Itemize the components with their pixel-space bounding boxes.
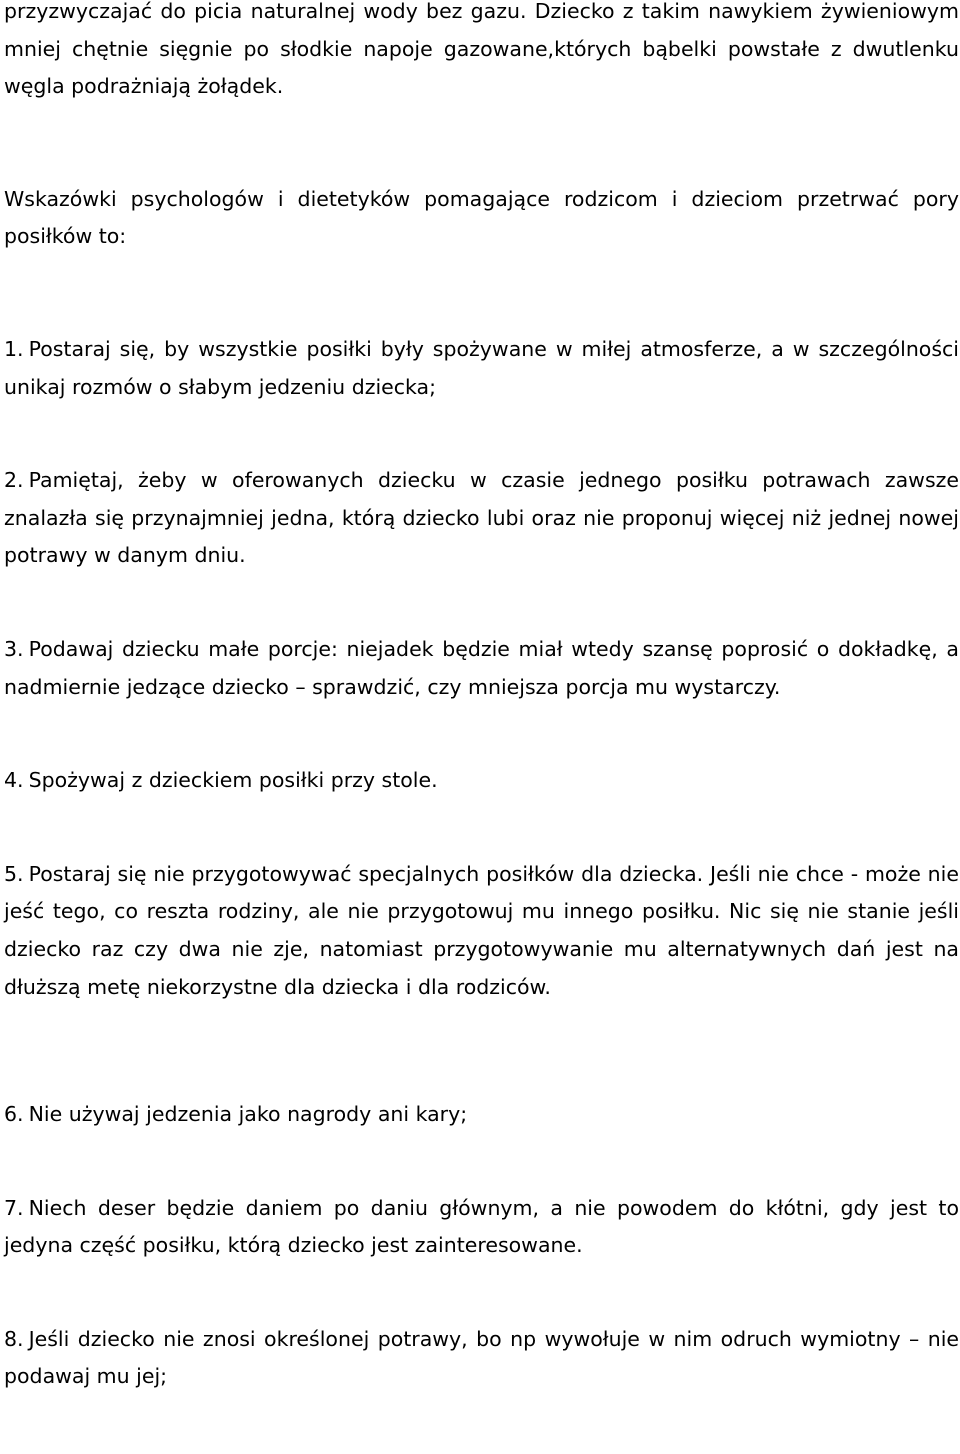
tip-text: Postaraj się, by wszystkie posiłki były spożywane w miłej atmosferze, a w szczególności unikaj rozmów o słabym jedzeniu dziecka;	[4, 336, 959, 399]
tip-number: 5.	[4, 861, 24, 886]
tip-text: Postaraj się nie przygotowywać specjalnych posiłków dla dziecka. Jeśli nie chce - może nie jeść tego, co reszta rodziny, ale nie przygotowuj mu innego posiłku. Nic się nie stanie jeśli dziecko raz czy dwa nie zje, natomiast przygotowywanie mu alternatywnych dań jest na dłuższą metę niekorzystne dla dziecka i dla rodziców.	[4, 861, 959, 999]
tip-number: 4.	[4, 768, 24, 793]
intro-paragraph: przyzwyczajać do picia naturalnej wody bez gazu. Dziecko z takim nawykiem żywieniowym mniej chętnie sięgnie po słodkie napoje gazowane,których bąbelki powstałe z dwutlenku węgla podrażniają żołądek.	[4, 0, 959, 99]
tip-item-7	[4, 1190, 959, 1265]
tip-text: Jeśli dziecko nie znosi określonej potrawy, bo np wywołuje w nim odruch wymiotny – nie podawaj mu jej;	[4, 1326, 959, 1389]
tip-item-8	[4, 1321, 959, 1396]
tip-text: Nie używaj jedzenia jako nagrody ani kary;	[28, 1102, 468, 1127]
tip-number: 2.	[4, 468, 24, 493]
tip-item-1	[4, 331, 959, 406]
tip-item-2	[4, 462, 959, 575]
tip-item-6	[4, 1096, 959, 1134]
tip-item-3	[4, 631, 959, 706]
tip-number: 1.	[4, 336, 24, 361]
tip-item-5	[4, 856, 959, 1006]
tip-number: 8.	[4, 1326, 24, 1351]
tip-number: 3.	[4, 636, 24, 661]
tip-text: Spożywaj z dzieckiem posiłki przy stole.	[28, 768, 438, 793]
tip-text: Pamiętaj, żeby w oferowanych dziecku w czasie jednego posiłku potrawach zawsze znalazła się przynajmniej jedna, którą dziecko lubi oraz nie proponuj więcej niż jednej nowej potrawy w danym dniu.	[4, 468, 959, 568]
tip-text: Podawaj dziecku małe porcje: niejadek będzie miał wtedy szansę poprosić o dokładkę, a nadmiernie jedzące dziecko – sprawdzić, czy mniejsza porcja mu wystarczy.	[4, 636, 959, 699]
tip-item-4	[4, 762, 959, 800]
tip-number: 7.	[4, 1195, 24, 1220]
tip-text: Niech deser będzie daniem po daniu głównym, a nie powodem do kłótni, gdy jest to jedyna część posiłku, którą dziecko jest zainteresowane.	[4, 1195, 959, 1258]
tips-heading: Wskazówki psychologów i dietetyków pomagające rodzicom i dzieciom przetrwać pory posiłków to:	[4, 186, 959, 249]
tip-number: 6.	[4, 1102, 24, 1127]
document-page	[4, 0, 959, 1396]
